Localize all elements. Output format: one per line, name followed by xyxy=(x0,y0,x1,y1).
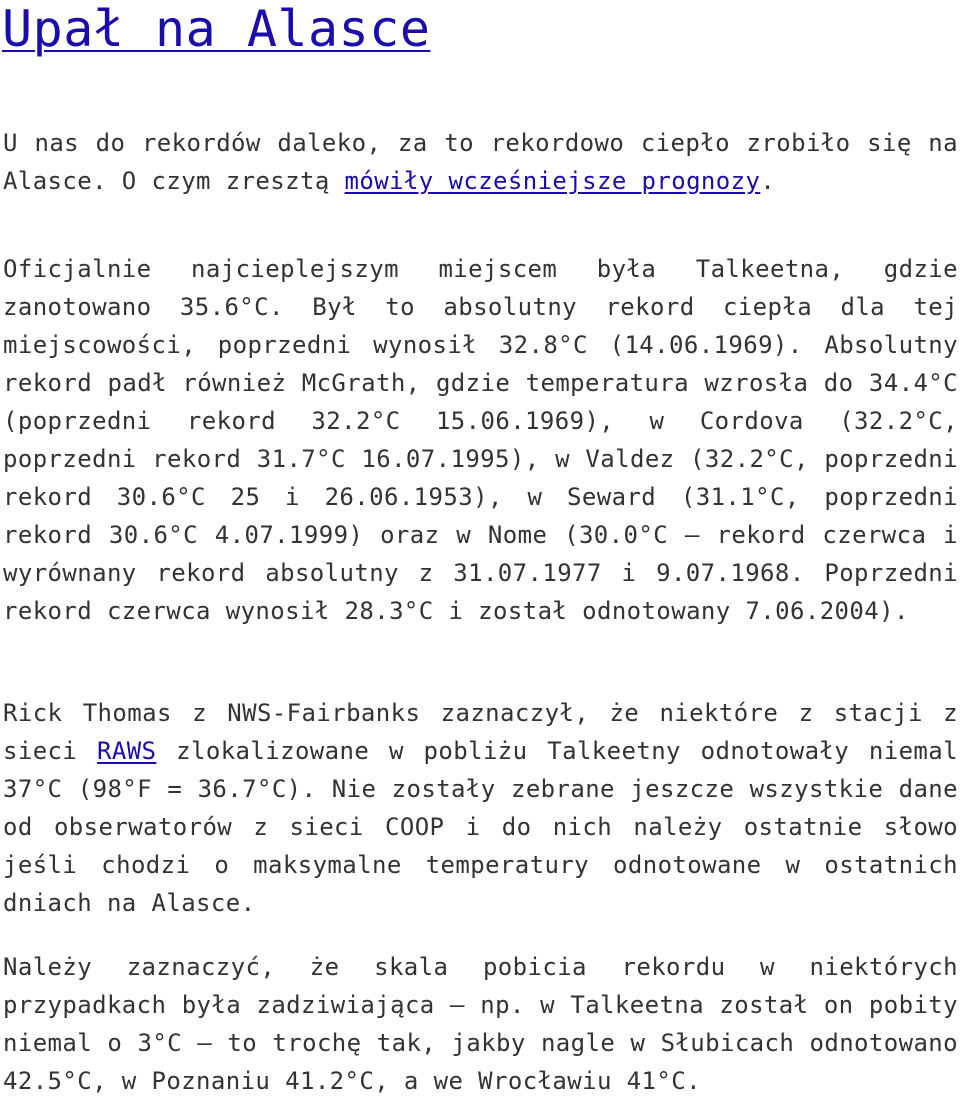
paragraph-intro-text: U nas do rekordów daleko, za to rekordowo ciepło zrobiło się na Alasce. O czym zresztą xyxy=(3,129,958,195)
paragraph-raws xyxy=(3,694,958,922)
forecast-link[interactable]: mówiły wcześniejsze prognozy xyxy=(344,167,761,195)
paragraph-raws-text: Rick Thomas z NWS-Fairbanks zaznaczył, że niektóre z stacji z sieci xyxy=(3,699,958,765)
paragraph-intro-end: . xyxy=(760,167,776,195)
page-title xyxy=(2,0,430,60)
title-link[interactable]: Upał na Alasce xyxy=(2,0,431,58)
paragraph-comparison: Należy zaznaczyć, że skala pobicia rekordu w niektórych przypadkach była zadziwiająca – np. w Talkeetna został on pobity niemal o 3°C – to trochę tak, jakby nagle w Słubicach odnotowano 42.5°C, w Poznaniu 41.2°C, a we Wrocławiu 41°C. xyxy=(3,953,958,1095)
paragraph-records: Oficjalnie najcieplejszym miejscem była Talkeetna, gdzie zanotowano 35.6°C. Był to absolutny rekord ciepła dla tej miejscowości, poprzedni wynosił 32.8°C (14.06.1969). Absolutny rekord padł również McGrath, gdzie temperatura wzrosła do 34.4°C (poprzedni rekord 32.2°C 15.06.1969), w Cordova (32.2°C, poprzedni rekord 31.7°C 16.07.1995), w Valdez (32.2°C, poprzedni rekord 30.6°C 25 i 26.06.1953), w Seward (31.1°C, poprzedni rekord 30.6°C 4.07.1999) oraz w Nome (30.0°C – rekord czerwca i wyrównany rekord absolutny z 31.07.1977 i 9.07.1968. Poprzedni rekord czerwca wynosił 28.3°C i został odnotowany 7.06.2004). xyxy=(3,255,958,625)
paragraph-raws-end: zlokalizowane w pobliżu Talkeetny odnotowały niemal 37°C (98°F = 36.7°C). Nie zostały zebrane jeszcze wszystkie dane od obserwatorów z sieci COOP i do nich należy ostatnie słowo jeśli chodzi o maksymalne temperatury odnotowane w ostatnich dniach na Alasce. xyxy=(3,737,958,917)
raws-link[interactable]: RAWS xyxy=(97,737,157,765)
paragraph-intro xyxy=(3,124,958,200)
